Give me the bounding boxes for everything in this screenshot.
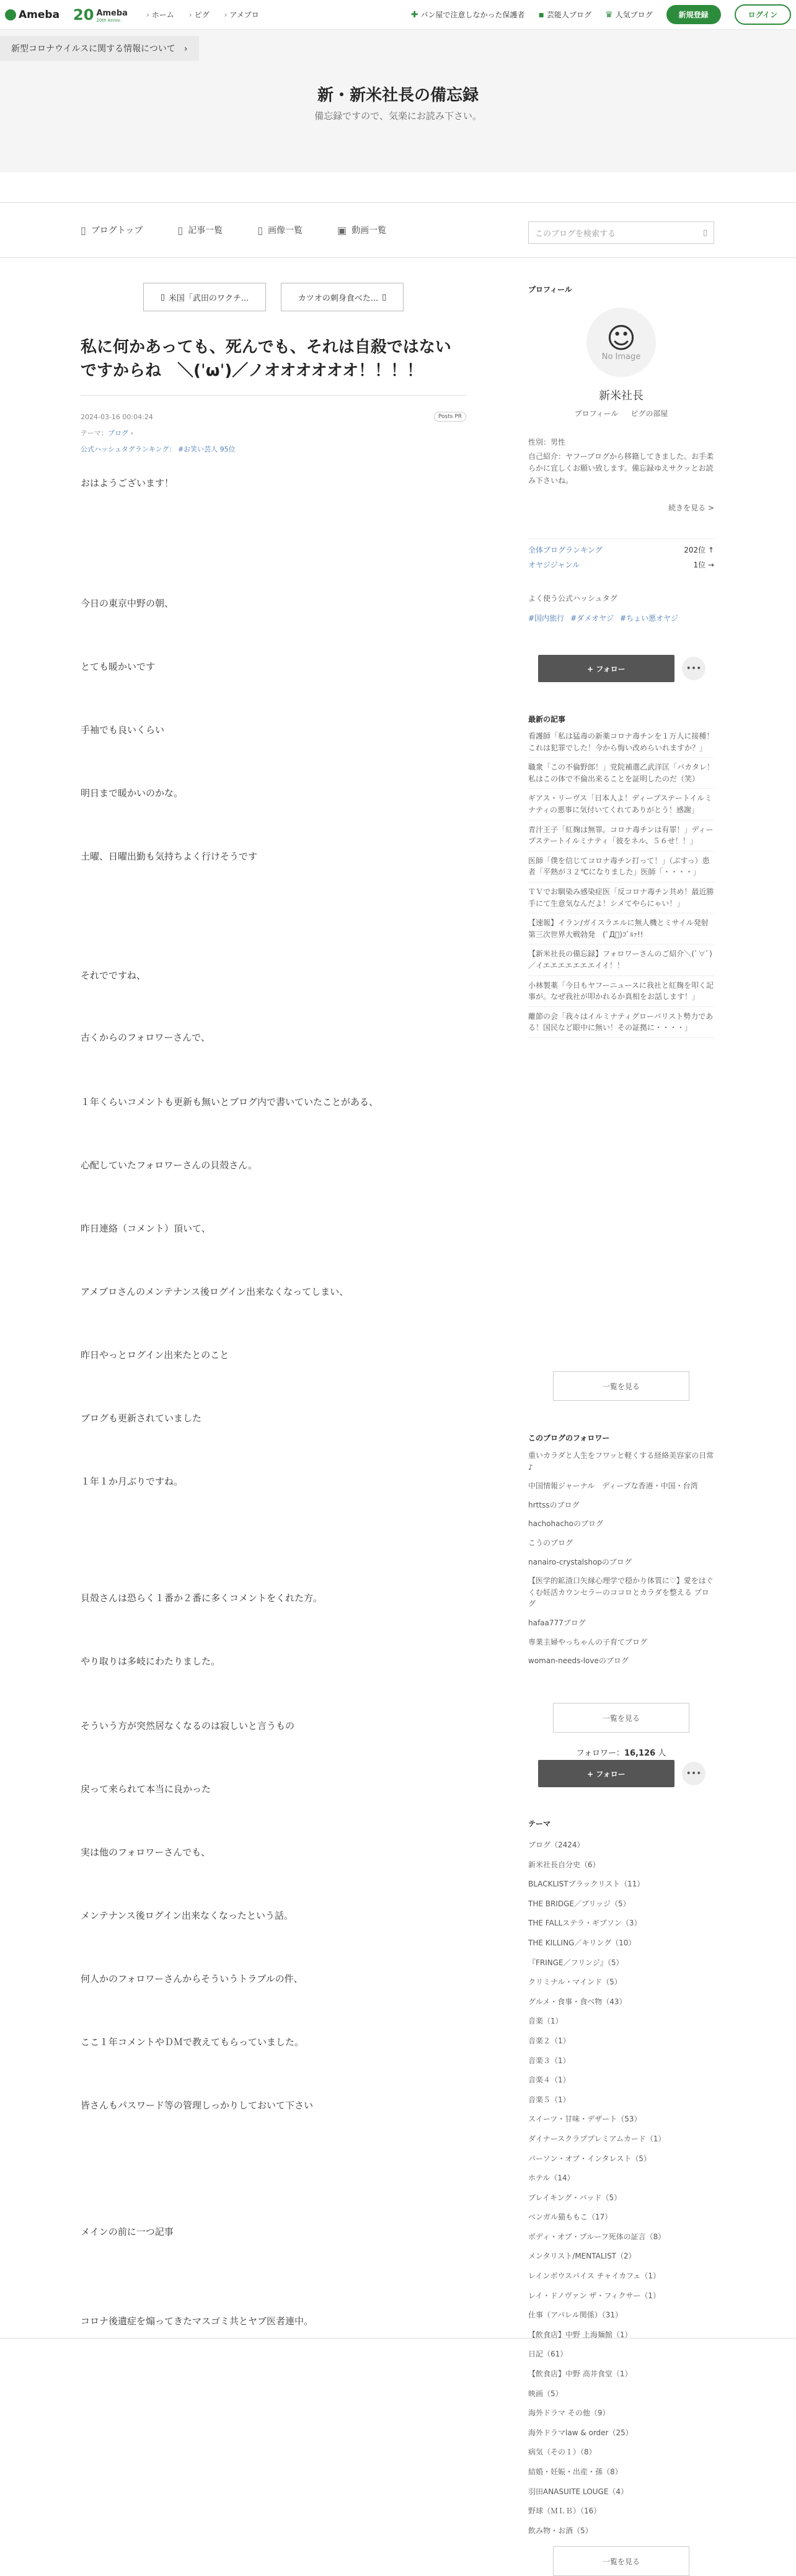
follow-button[interactable]: + フォロー bbox=[538, 655, 674, 682]
no-image-label: No Image bbox=[601, 352, 641, 362]
ameba-logo-text: Ameba bbox=[19, 8, 60, 21]
profile-divider bbox=[528, 538, 714, 539]
recent-item[interactable]: 看護師「私は猛毒の新薬コロナ毒チンを１万人に接種！これは犯罪でした！今から悔い改めらいれますか？」 bbox=[528, 727, 714, 758]
blog-header bbox=[0, 30, 796, 172]
next-article-button[interactable] bbox=[281, 283, 404, 311]
ameba-logo[interactable] bbox=[5, 9, 60, 21]
tab-video-list[interactable] bbox=[337, 224, 386, 236]
theme-item[interactable]: 日記（61） bbox=[528, 2350, 568, 2359]
prev-article-button[interactable] bbox=[143, 283, 266, 311]
article-paragraph: 土曜、日曜出勤も気持ちよく行けそうです bbox=[81, 851, 258, 863]
theme-list bbox=[528, 1836, 714, 2541]
genre-ranking-link[interactable]: オヤジジャンル bbox=[528, 561, 580, 569]
article-paragraph: 昨日やっとログイン出来たとのこと bbox=[81, 1349, 229, 1361]
theme-item[interactable]: 病気（その１）（8） bbox=[528, 2448, 596, 2457]
anniversary-text: Ameba bbox=[96, 9, 128, 18]
theme-item[interactable]: ブログ（2424） bbox=[528, 1841, 585, 1849]
hashtag-link[interactable]: #ダメオヤジ bbox=[570, 614, 614, 623]
follower-item[interactable]: 専業主婦やっちゃんの子育てブログ bbox=[528, 1637, 648, 1646]
theme-item[interactable]: 野球（ＭＬＢ）（16） bbox=[528, 2507, 601, 2516]
tab-blog-top-label: ブログトップ bbox=[91, 226, 143, 236]
article-paragraph: 明日まで暖かいのかな。 bbox=[81, 788, 184, 799]
covid-info-link[interactable]: 新型コロナウイルスに関する情報について › bbox=[0, 36, 199, 61]
article-paragraph: 今日の東京中野の朝、 bbox=[81, 598, 174, 610]
chevron-left-icon: ▯ bbox=[160, 292, 165, 302]
celebrity-blog-link[interactable] bbox=[538, 9, 591, 20]
theme-item[interactable]: 仕事（アパレル関係）（31） bbox=[528, 2311, 623, 2320]
recent-item[interactable]: ギアス・リーヴス「日本人よ！ディープステートイルミナティの悪事に気付いてくれてありがとう！感謝」 bbox=[528, 789, 714, 820]
theme-item[interactable]: 新米社長自分史（6） bbox=[528, 1860, 600, 1869]
rank-row bbox=[528, 544, 714, 555]
theme-item[interactable]: ボディ・オブ・プルーフ死体の証言（8） bbox=[528, 2232, 666, 2241]
list-icon: ▯ bbox=[177, 224, 184, 236]
prev-article-label: 米国「武田のワクチ... bbox=[168, 293, 249, 303]
genre-ranking-value: 1位 → bbox=[693, 561, 714, 569]
anniversary-sub: 20th Anniv. bbox=[96, 18, 122, 23]
article-paragraph: メンテナンス後ログイン出来なくなったという話。 bbox=[81, 1910, 294, 1922]
theme-item[interactable]: スイーツ・甘味・デザート（53） bbox=[528, 2115, 642, 2124]
article-paragraph: コロナ後遺症を煽ってきたマスゴミ共とヤブ医者連中。 bbox=[81, 2316, 314, 2327]
theme-item[interactable]: 映画（5） bbox=[528, 2389, 563, 2398]
recent-item[interactable]: 医師「僕を信じてコロナ毒チン打って！」（ぶすっ）患者「平熱が３２℃になりました」医師「・・・・」 bbox=[528, 851, 714, 882]
theme-item[interactable]: レイ・ドノヴァン ザ・フィクサー（1） bbox=[528, 2291, 661, 2300]
overall-ranking-value: 202位 ↑ bbox=[684, 546, 714, 554]
home-icon: ▯ bbox=[81, 224, 86, 236]
theme-item[interactable]: ブレイキング・バッド（5） bbox=[528, 2193, 622, 2202]
recent-item[interactable]: 職衆「この不倫野郎！」党院補選乙武洋匡「バカタレ！私はこの体で不倫出来ることを証明したのだ（笑） bbox=[528, 758, 714, 789]
article-paragraph: １年１か月ぶりですね。 bbox=[81, 1476, 184, 1488]
hashtag-rank: 95位 bbox=[219, 445, 236, 454]
follower-item[interactable]: hachohachoのブログ bbox=[528, 1519, 604, 1529]
hashtag-link[interactable]: #ちょい悪オヤジ bbox=[620, 614, 678, 623]
title-divider bbox=[81, 395, 466, 396]
follower-item[interactable]: nanairo-crystalshopのブログ bbox=[528, 1557, 632, 1566]
plus-icon: ✚ bbox=[410, 9, 418, 20]
blog-search-input[interactable] bbox=[528, 221, 714, 244]
article-paragraph: そういう方が突然居なくなるのは寂しいと言うもの bbox=[81, 1720, 295, 1732]
theme-item[interactable]: 『FRINGE／フリンジ』（5） bbox=[528, 1958, 624, 1967]
article-paragraph: ブログも更新されていました bbox=[81, 1413, 202, 1424]
follower-item[interactable]: 【医学的鉱渣口矢縁心理学で穏かり体質に♡】愛をはぐくむ妊活カウンセラーのココロとカラダを整える ブログ bbox=[528, 1576, 714, 1609]
theme-item[interactable]: 羽田ANASUITE LOUGE（4） bbox=[528, 2487, 629, 2496]
follower-item[interactable]: 中国情報ジャーナル ディープな香港・中国・台湾 bbox=[528, 1481, 698, 1491]
theme-item[interactable]: THE BRIDGE／ブリッジ（5） bbox=[528, 1899, 630, 1908]
pigg-room-link[interactable]: ピグの部屋 bbox=[630, 409, 668, 418]
theme-item[interactable]: ベンガル猫ももこ（17） bbox=[528, 2213, 612, 2222]
nav-pigg-link[interactable]: › ピグ bbox=[189, 9, 210, 20]
followers-view-all-button[interactable]: 一覧を見る bbox=[553, 1703, 689, 1733]
overall-ranking-link[interactable]: 全体ブログランキング bbox=[528, 546, 603, 554]
hashtag-ranking-label[interactable]: 公式ハッシュタグランキング： bbox=[81, 445, 176, 454]
register-button[interactable]: 新規登録 bbox=[666, 5, 721, 24]
recent-list bbox=[528, 727, 714, 1038]
follower-item[interactable]: こうのブログ bbox=[528, 1538, 573, 1547]
next-article-label: カツオの刺身食べた... bbox=[298, 293, 379, 303]
profile-hashtags bbox=[528, 613, 678, 623]
hashtag-heading: よく使う公式ハッシュタグ bbox=[528, 594, 617, 603]
theme-item[interactable]: 【飲食店】中野 上海麺館（1） bbox=[528, 2330, 632, 2339]
follower-count-unit: 人 bbox=[658, 1749, 666, 1758]
follower-count-value: 16,126 bbox=[624, 1749, 656, 1758]
theme-item[interactable]: 【飲食店】中野 高井食堂（1） bbox=[528, 2369, 632, 2379]
profile-avatar[interactable] bbox=[586, 308, 656, 377]
login-button[interactable]: ログイン bbox=[735, 4, 791, 25]
theme-item[interactable]: レインボウスパイス チャイカフェ（1） bbox=[528, 2272, 661, 2281]
hashtag-ranking bbox=[81, 444, 466, 454]
trending-link[interactable] bbox=[411, 9, 525, 20]
global-nav bbox=[0, 0, 796, 30]
theme-item[interactable]: メンタリスト/MENTALIST（2） bbox=[528, 2252, 636, 2261]
article-paragraph: やり取りは多岐にわたりました。 bbox=[81, 1656, 221, 1668]
pr-badge[interactable]: Posts PR bbox=[434, 412, 466, 422]
chevron-right-icon: ▯ bbox=[382, 292, 387, 302]
person-icon: ▪ bbox=[538, 9, 544, 20]
theme-item[interactable]: 海外ドラマ その他（9） bbox=[528, 2409, 610, 2418]
celebrity-blog-label: 芸能人ブログ bbox=[546, 11, 591, 19]
article-theme: テーマ：ブログ › bbox=[81, 429, 133, 438]
tab-image-list-label: 画像一覧 bbox=[268, 226, 303, 236]
article-paragraph: 戻って来られて本当に良かった bbox=[81, 1783, 211, 1795]
crown-icon: ♛ bbox=[605, 9, 613, 20]
recent-heading: 最新の記事 bbox=[528, 715, 566, 724]
theme-item[interactable]: グルメ・食事・食べ物（43） bbox=[528, 1997, 627, 2006]
follower-count bbox=[528, 1746, 714, 1758]
video-icon: ▣ bbox=[337, 224, 347, 236]
popular-blog-label: 人気ブログ bbox=[615, 11, 653, 19]
profile-text bbox=[528, 437, 714, 487]
recent-item[interactable]: 離節の会「我々はイルミナティグローバリスト勢力である！国民など眼中に無い！その証拠に・・・・」 bbox=[528, 1007, 714, 1038]
article-paragraph: １年くらいコメントも更新も無いとブログ内で書いていたことがある、 bbox=[81, 1096, 379, 1108]
theme-item[interactable]: 音楽２（1） bbox=[528, 2036, 570, 2045]
article-paragraph: ここ１年コメントやＤＭで教えてもらっていました。 bbox=[81, 2036, 304, 2048]
follower-item[interactable]: woman-needs-loveのブログ bbox=[528, 1656, 629, 1666]
more-options-icon[interactable]: ••• bbox=[682, 657, 705, 680]
theme-item[interactable]: 飲み物・お酒（5） bbox=[528, 2526, 593, 2535]
theme-item[interactable]: ダイナースクラブプレミアムカード（1） bbox=[528, 2134, 666, 2143]
follower-item[interactable]: 重いカラダと人生をフワッと軽くする経絡美容家の日常♪ bbox=[528, 1451, 714, 1472]
blog-description: 備忘録ですので、気楽にお読み下さい。 bbox=[314, 110, 482, 122]
theme-item[interactable]: 結婚・妊娠・出産・孫（8） bbox=[528, 2467, 622, 2476]
recent-item[interactable]: ＴＶでお馴染み感染症医「反コロナ毒チン共め！最近勝手にて生意気なんだよ！シメてやらにゃい！」 bbox=[528, 882, 714, 913]
theme-item[interactable]: 音楽（1） bbox=[528, 2017, 563, 2026]
article-paragraph: 実は他のフォロワーさんでも、 bbox=[81, 1847, 211, 1859]
search-placeholder: このブログを検索する bbox=[535, 229, 616, 239]
rank-row bbox=[528, 559, 714, 570]
recent-item[interactable]: 【新米社長の備忘録】フォロワーさんのご紹介＼(ﾟ∀ﾟ)／イエエエエエエエイイ！！ bbox=[528, 944, 714, 975]
profile-gender: 性別：男性 bbox=[528, 438, 566, 446]
theme-link[interactable]: ブログ bbox=[108, 429, 128, 438]
article-paragraph: 皆さんもパスワード等の管理しっかりしておいて下さい bbox=[81, 2100, 314, 2112]
article-paragraph: 手袖でも良いくらい bbox=[81, 724, 165, 736]
follower-item[interactable]: hrttssのブログ bbox=[528, 1500, 580, 1509]
profile-more-link[interactable]: 続きを見る > bbox=[668, 504, 714, 512]
theme-label: テーマ： bbox=[81, 429, 108, 438]
ameba-logo-icon bbox=[5, 9, 16, 20]
hashtag-link[interactable]: #お笑い芸人 bbox=[177, 445, 218, 454]
article-paragraph: アメブロさんのメンテナンス後ログイン出来なくなってしまい、 bbox=[81, 1286, 349, 1298]
article-paragraph: 心配していたフォロワーさんの貝殻さん。 bbox=[81, 1160, 258, 1171]
theme-item[interactable]: クリミナル・マインド（5） bbox=[528, 1978, 622, 1987]
followers-heading: このブログのフォロワー bbox=[528, 1434, 610, 1442]
theme-item[interactable]: ホテル（14） bbox=[528, 2174, 575, 2183]
follower-count-label: フォロワー： bbox=[576, 1749, 625, 1758]
theme-item[interactable]: BLACKLISTブラックリスト（11） bbox=[528, 1880, 645, 1889]
avatar-face-icon: ☺ bbox=[606, 321, 636, 355]
more-options-icon[interactable]: ••• bbox=[682, 1762, 705, 1785]
article-paragraph: それでですね、 bbox=[81, 970, 146, 982]
popular-blog-link[interactable] bbox=[605, 9, 653, 20]
theme-item[interactable]: 海外ドラマlaw & order（25） bbox=[528, 2428, 633, 2437]
themes-heading: テーマ bbox=[528, 1819, 551, 1828]
profile-intro: 自己紹介：ヤフーブログから移籍してきました。お手柔らかに宜しくお願い致します。備忘録ゆえサクッとお読み下さいね。 bbox=[528, 452, 714, 485]
article-paragraph: おはようございます！ bbox=[81, 477, 174, 489]
theme-item[interactable]: THE KILLING／キリング（10） bbox=[528, 1938, 636, 1947]
trending-link-label: パン屋で注意しなかった保護者 bbox=[420, 11, 525, 19]
theme-item[interactable]: パーソン・オブ・インタレスト（5） bbox=[528, 2154, 651, 2163]
theme-item[interactable]: 音楽４（1） bbox=[528, 2076, 570, 2085]
theme-item[interactable]: 音楽５（1） bbox=[528, 2095, 570, 2104]
theme-item[interactable]: 音楽３（1） bbox=[528, 2056, 570, 2065]
blog-tabbar bbox=[0, 202, 796, 258]
followers-list bbox=[528, 1450, 714, 1674]
theme-item[interactable]: THE FALLステラ・ギブソン（3） bbox=[528, 1919, 642, 1928]
tab-article-list-label: 記事一覧 bbox=[188, 226, 223, 236]
article-paragraph: 古くからのフォロワーさんで、 bbox=[81, 1032, 210, 1044]
anniversary-number: 20 bbox=[73, 6, 94, 24]
search-icon[interactable]: ▯ bbox=[702, 228, 707, 238]
nav-ameblo-link[interactable]: › アメブロ bbox=[224, 9, 259, 20]
hashtag-link[interactable]: #国内旅行 bbox=[528, 614, 565, 623]
anniversary-logo[interactable] bbox=[73, 6, 128, 23]
article-column bbox=[81, 258, 466, 2327]
tab-video-list-label: 動画一覧 bbox=[352, 226, 387, 236]
follow-button-2[interactable]: + フォロー bbox=[538, 1760, 674, 1787]
article-date: 2024-03-16 00:04:24 bbox=[81, 412, 153, 421]
themes-view-all-button[interactable]: 一覧を見る bbox=[553, 2546, 689, 2576]
profile-link[interactable]: プロフィール bbox=[574, 409, 619, 418]
tab-image-list[interactable] bbox=[257, 224, 303, 236]
nav-home-link[interactable]: › ホーム bbox=[146, 9, 174, 20]
recent-item[interactable]: 【速報】イラン/ガイスラエルに無人機とミサイル発射 第三次世界大戦勃発 (ﾟД゚)ｺﾞﾙｧ!! bbox=[528, 913, 714, 944]
recent-view-all-button[interactable]: 一覧を見る bbox=[553, 1371, 689, 1401]
article-paragraph: 何人かのフォロワーさんからそういうトラブルの件、 bbox=[81, 1973, 303, 1985]
tab-article-list[interactable] bbox=[177, 224, 223, 236]
article-pager bbox=[81, 283, 466, 311]
tab-blog-top[interactable] bbox=[81, 224, 143, 236]
recent-item[interactable]: 青汁王子「紅麹は無罪。コロナ毒チンは有罪！」ディープステートイルミナティ「彼をネル、５６せ！！」 bbox=[528, 820, 714, 851]
article-paragraph: 貝殻さんは恐らく１番か２番に多くコメントをくれた方。 bbox=[81, 1592, 323, 1604]
article-paragraph: 昨日連絡（コメント）頂いて、 bbox=[81, 1223, 211, 1235]
profile-heading: プロフィール bbox=[528, 285, 572, 294]
article-paragraph: とても暖かいです bbox=[81, 661, 156, 673]
article-paragraph: メインの前に一つ記事 bbox=[81, 2226, 174, 2238]
profile-name[interactable]: 新米社長 bbox=[599, 389, 643, 402]
follower-item[interactable]: hafaa777ブログ bbox=[528, 1618, 586, 1627]
image-icon: ▯ bbox=[257, 224, 263, 236]
article-title[interactable]: 私に何かあっても、死んでも、それは自殺ではないですからね ＼(ˈωˈ)／ノオオオオオオ！！！！ bbox=[81, 338, 451, 380]
blog-title[interactable]: 新・新米社長の備忘録 bbox=[317, 86, 479, 105]
recent-item[interactable]: 小林製薬「今日もヤフーニュースに我社と紅麹を叩く記事が。なぜ我社が叩かれるか真相をお話します！」 bbox=[528, 976, 714, 1007]
